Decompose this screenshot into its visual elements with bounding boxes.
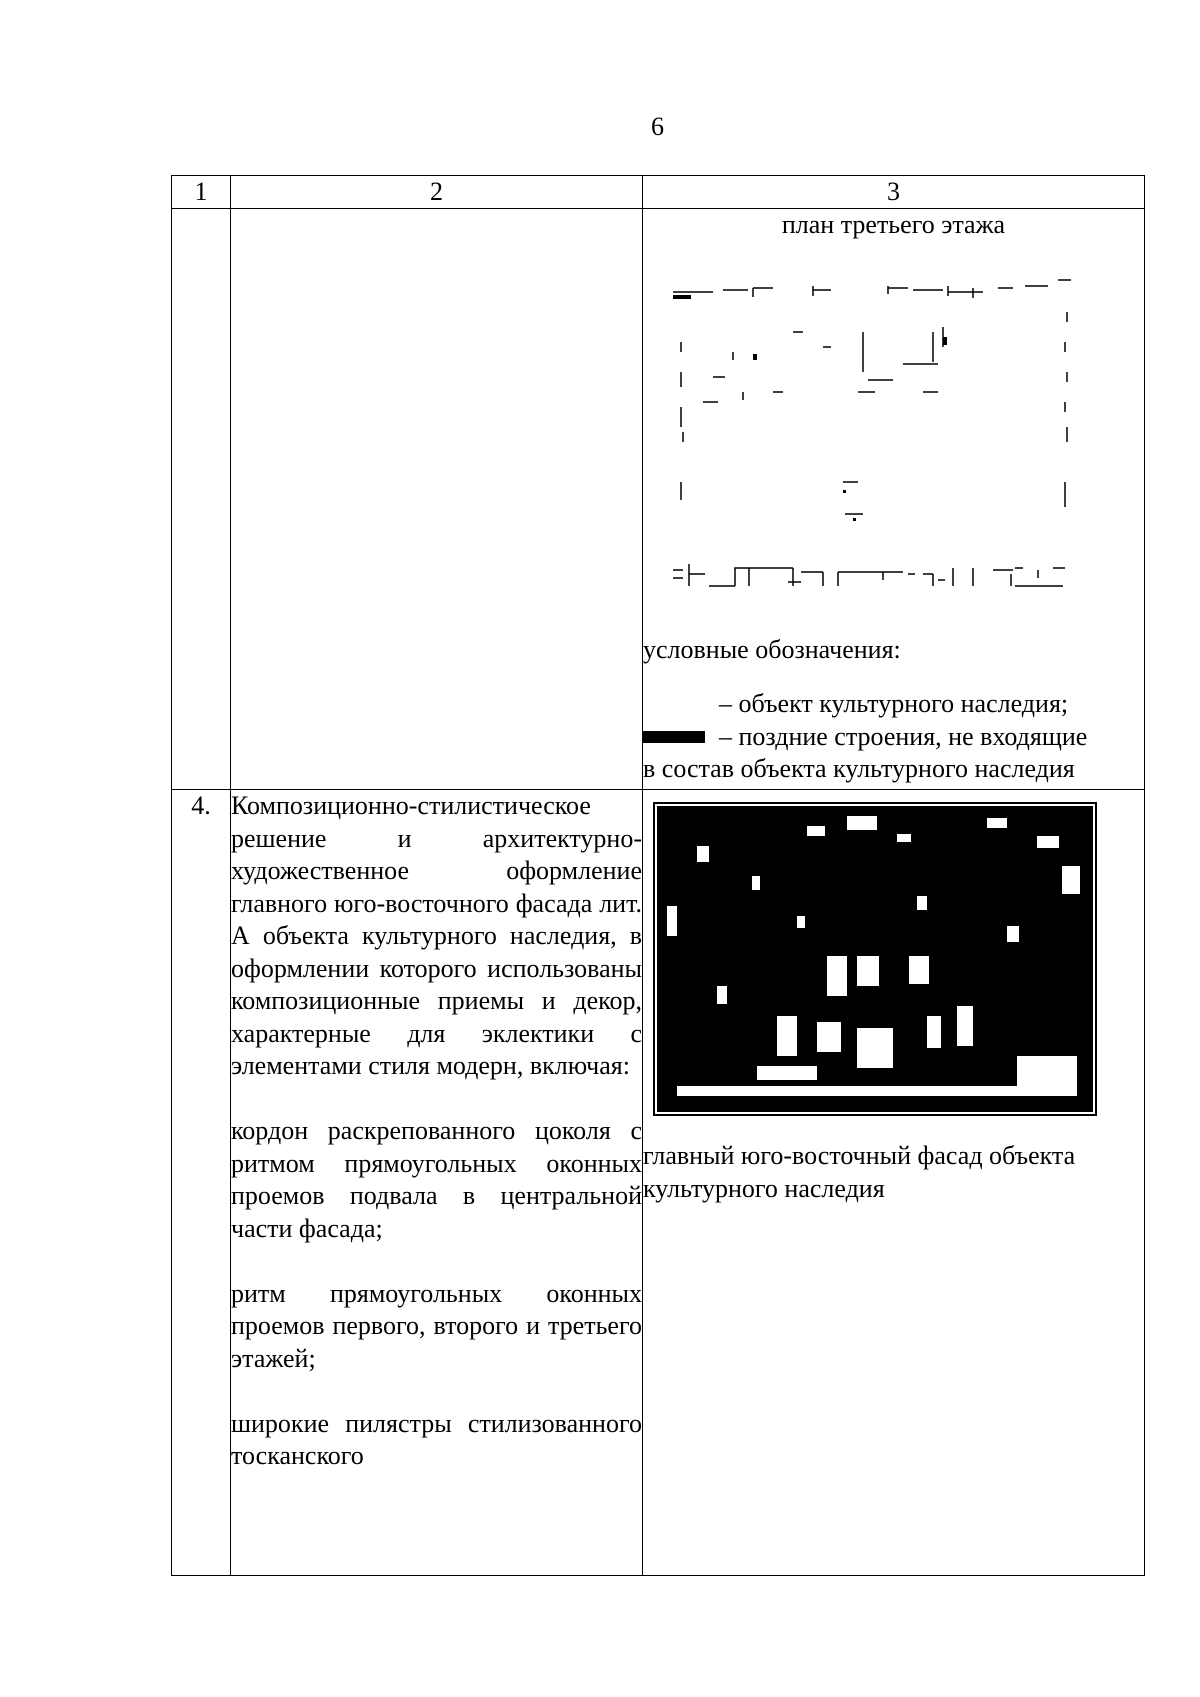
column-header-3: 3 — [643, 176, 1145, 209]
table-row-plan — [172, 209, 1145, 790]
description-paragraph: кордон раскрепованного цоколя с ритмом прямоугольных оконных проемов подвала в центральной части фасада; — [231, 1116, 642, 1243]
heritage-table — [171, 175, 1145, 1576]
description-paragraph: широкие пилястры стилизованного тосканского — [231, 1408, 642, 1470]
column-header-1: 1 — [172, 176, 231, 209]
legend-title: условные обозначения: — [643, 634, 901, 664]
facade-photo — [653, 802, 1097, 1116]
description-paragraph: Композиционно-стилистическое решение и архитектурно-художественное оформление главного юго-восточного фасада лит. А объекта культурного наследия, в оформлении которого использованы композиционные приемы и декор, характерные для эклектики с элементами стиля модерн, включая: — [231, 791, 642, 1080]
facade-photo-image — [657, 806, 1093, 1112]
empty-cell-description — [231, 209, 643, 790]
legend-item-heritage-label: – объект культурного наследия; — [719, 689, 1069, 718]
description-cell — [231, 790, 643, 1576]
column-header-2: 2 — [231, 176, 643, 209]
legend-item-heritage — [643, 688, 1144, 721]
plan-caption: план третьего этажа — [781, 210, 1006, 239]
row-number: 4. — [172, 790, 231, 1576]
plan-cell — [643, 209, 1145, 790]
table-row-4 — [172, 790, 1145, 1576]
photo-cell — [643, 790, 1145, 1576]
legend-item-continuation: в состав объекта культурного наследия — [643, 754, 1075, 783]
legend-late-buildings-swatch — [643, 731, 705, 743]
page-number: 6 — [651, 112, 664, 141]
legend-item-late-buildings-label: – поздние строения, не входящие — [719, 721, 1088, 751]
legend-item-late-buildings — [643, 721, 1144, 754]
floor-plan-drawing — [653, 252, 1093, 612]
photo-caption: главный юго-восточный фасад объекта культурного наследия — [643, 1141, 1076, 1203]
table-header-row — [172, 176, 1145, 209]
legend — [643, 688, 1144, 786]
description-paragraph: ритм прямоугольных оконных проемов первого, второго и третьего этажей; — [231, 1278, 642, 1373]
empty-cell-number — [172, 209, 231, 790]
